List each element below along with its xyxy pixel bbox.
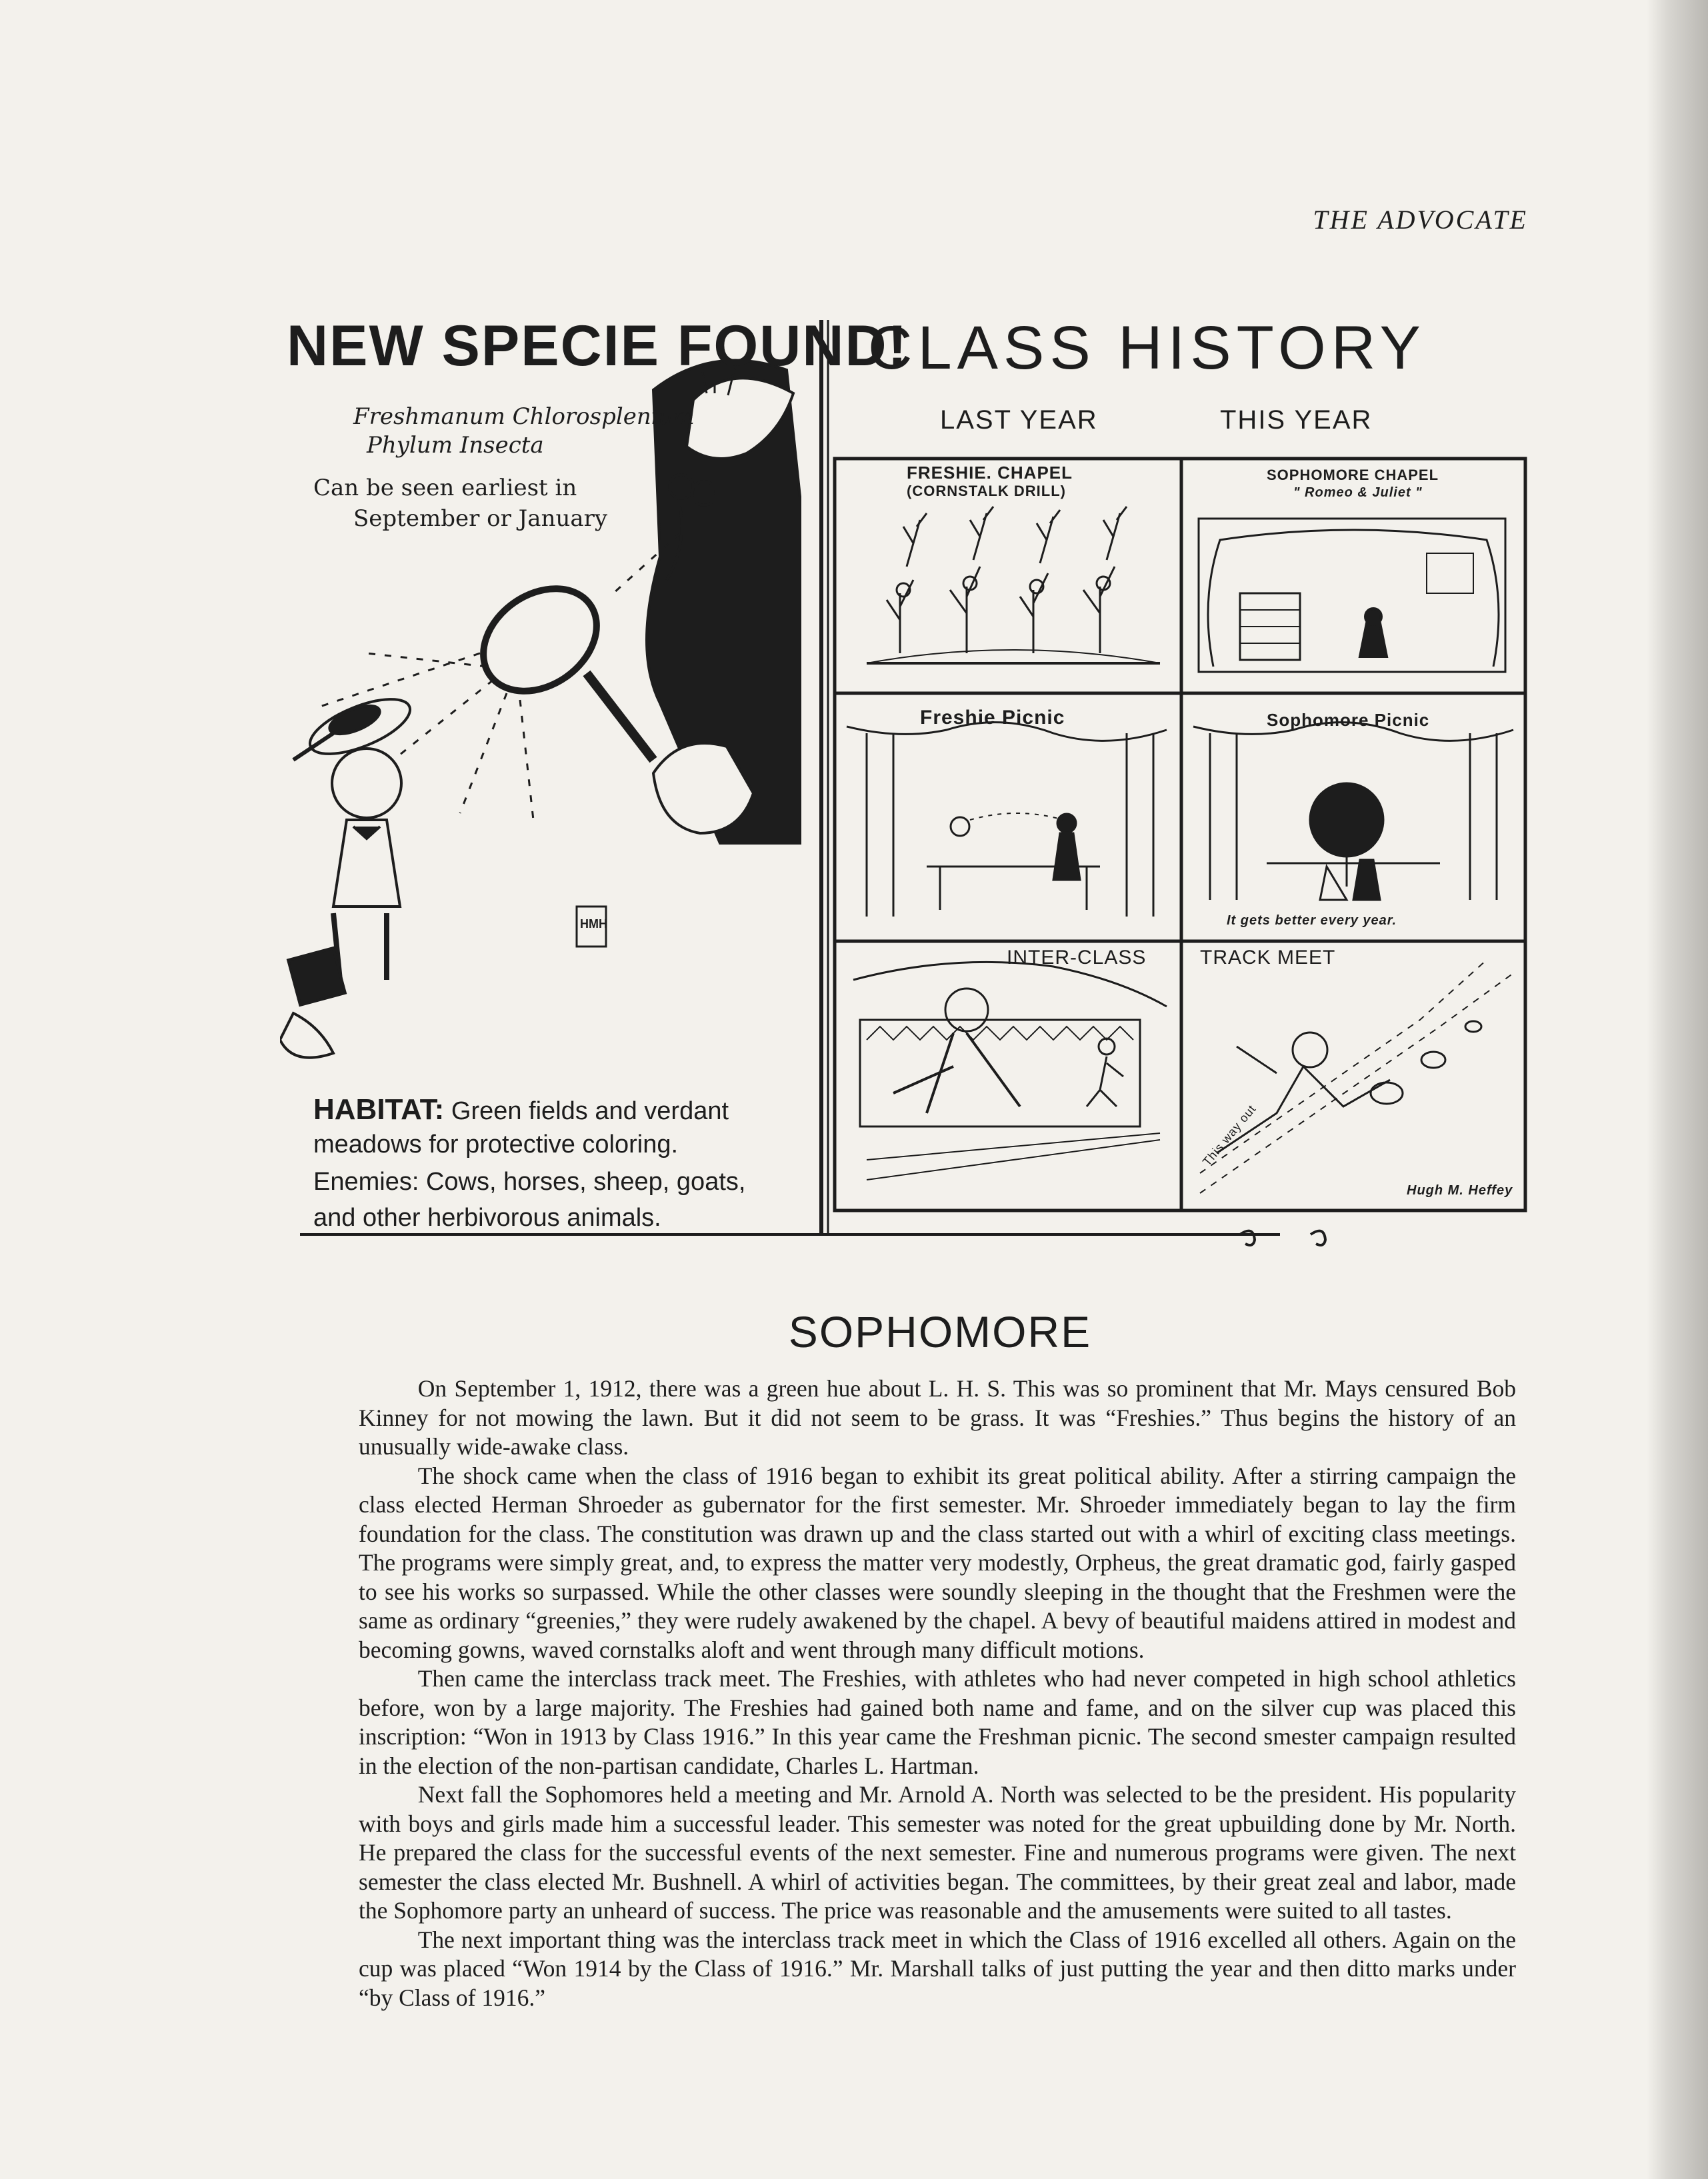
enemies-label: Enemies: bbox=[313, 1168, 419, 1196]
panel-freshie-chapel-drawing bbox=[867, 507, 1160, 663]
panel-caption-this-way-out: This way out bbox=[1200, 1102, 1259, 1168]
page-binding-edge bbox=[1647, 0, 1708, 2179]
freshman-figure-drawing bbox=[280, 688, 417, 1057]
column-heading-last-year: LAST YEAR bbox=[940, 405, 1098, 435]
article-body bbox=[359, 1374, 1516, 2012]
artist-monogram: HMH bbox=[580, 917, 607, 931]
panel-caption-freshie-chapel: FRESHIE. CHAPEL bbox=[907, 463, 1073, 483]
panel-sophomore-picnic-drawing bbox=[1193, 723, 1513, 900]
column-heading-this-year: THIS YEAR bbox=[1220, 405, 1373, 435]
enemies-text: Cows, horses, sheep, goats, bbox=[425, 1168, 746, 1196]
habitat-label: HABITAT: bbox=[313, 1093, 445, 1126]
cartoon-illustration bbox=[280, 293, 1533, 1266]
running-head: THE ADVOCATE bbox=[1313, 205, 1528, 235]
panel-sophomore-chapel-drawing bbox=[1199, 519, 1505, 672]
cartoonist-signature: Hugh M. Heffey bbox=[1407, 1183, 1513, 1198]
panel-caption-cornstalk-drill: (CORNSTALK DRILL) bbox=[907, 483, 1066, 499]
paragraph-2: The shock came when the class of 1916 began to exhibit its great political ability. After a stirring campaign the class elected Herman Shroeder as gubernator for the first semester. Mr. Shroeder immediately began to lay the firm foundation for the class. The constitution was drawn up and the class started out with a whirl of exciting class meetings. The programs were simply great, and, to express the matter very modestly, Orpheus, the great dramatic god, fairly gasped to see his works so surpassed. While the other classes were soundly sleeping in the thought that the Freshmen were the same as ordinary “greenies,” they were rudely awakened by the chapel. A bevy of beautiful maidens attired in modest and becoming gowns, waved cornstalks aloft and went through many difficult motions. bbox=[359, 1462, 1516, 1663]
sighting-line-2: September or January bbox=[353, 505, 608, 532]
cartoon-title-left: NEW SPECIE FOUND! bbox=[287, 314, 909, 378]
classification-line-2: Phylum Insecta bbox=[367, 432, 544, 459]
habitat-line-1 bbox=[313, 1093, 729, 1126]
enemies-line-2: and other herbivorous animals. bbox=[313, 1204, 661, 1232]
panel-caption-sophomore-picnic: Sophomore Picnic bbox=[1267, 710, 1430, 730]
enemies-line-1 bbox=[313, 1168, 745, 1196]
panel-interclass-drawing bbox=[853, 962, 1167, 1180]
paragraph-1: On September 1, 1912, there was a green hue about L. H. S. This was so prominent that Mr. Mays censured Bob Kinney for not mowing the lawn. But it did not seem to be grass. It was “Freshies.” Thus begins the history of an unusually wide-awake class. bbox=[359, 1375, 1516, 1460]
panel-caption-romeo-juliet: " Romeo & Juliet " bbox=[1293, 485, 1423, 500]
panel-caption-interclass: INTER-CLASS bbox=[1007, 947, 1147, 969]
panel-track-meet-drawing bbox=[1200, 960, 1513, 1193]
cartoon-title-right: CLASS HISTORY bbox=[868, 314, 1426, 382]
classification-line-1: Freshmanum Chlorosplenium bbox=[353, 403, 695, 430]
paragraph-3: Then came the interclass track meet. The Freshies, with athletes who had never competed in high school athletics before, won by a large majority. The Freshies had gained both name and fame, and on the silver cup was placed this inscription: “Won in 1913 by Class 1916.” In this year came the Freshman picnic. The second smester campaign resulted in the election of the non-partisan candidate, Charles L. Hartman. bbox=[359, 1665, 1516, 1779]
panel-freshie-picnic-drawing bbox=[847, 723, 1167, 917]
section-title: SOPHOMORE bbox=[788, 1307, 1092, 1356]
panel-caption-track-meet: TRACK MEET bbox=[1200, 947, 1336, 969]
sighting-line-1: Can be seen earliest in bbox=[313, 475, 577, 501]
panel-caption-gets-better: It gets better every year. bbox=[1227, 913, 1397, 928]
paragraph-5: The next important thing was the interclass track meet in which the Class of 1916 excelled all others. Again on the cup was placed “Won 1914 by the Class of 1916.” Mr. Marshall talks of just putting the year and then ditto marks under “by Class of 1916.” bbox=[359, 1926, 1516, 2011]
panel-caption-freshie-picnic: Freshie Picnic bbox=[920, 707, 1065, 729]
habitat-text: Green fields and verdant bbox=[451, 1097, 729, 1125]
paragraph-4: Next fall the Sophomores held a meeting and Mr. Arnold A. North was selected to be the president. His popularity with boys and girls made him a successful leader. This semester was noted for the great upbuilding done by Mr. North. He prepared the class for the successful events of the next semester. Fine and numerous programs were given. The next semester the class elected Mr. Bushnell. A whirl of activities began. The committees, by their great zeal and labor, made the Sophomore party an unheard of success. The price was reasonable and the amusements were suited to all tastes. bbox=[359, 1781, 1516, 1924]
panel-caption-sophomore-chapel: SOPHOMORE CHAPEL bbox=[1267, 467, 1439, 483]
habitat-line-2: meadows for protective coloring. bbox=[313, 1130, 679, 1158]
